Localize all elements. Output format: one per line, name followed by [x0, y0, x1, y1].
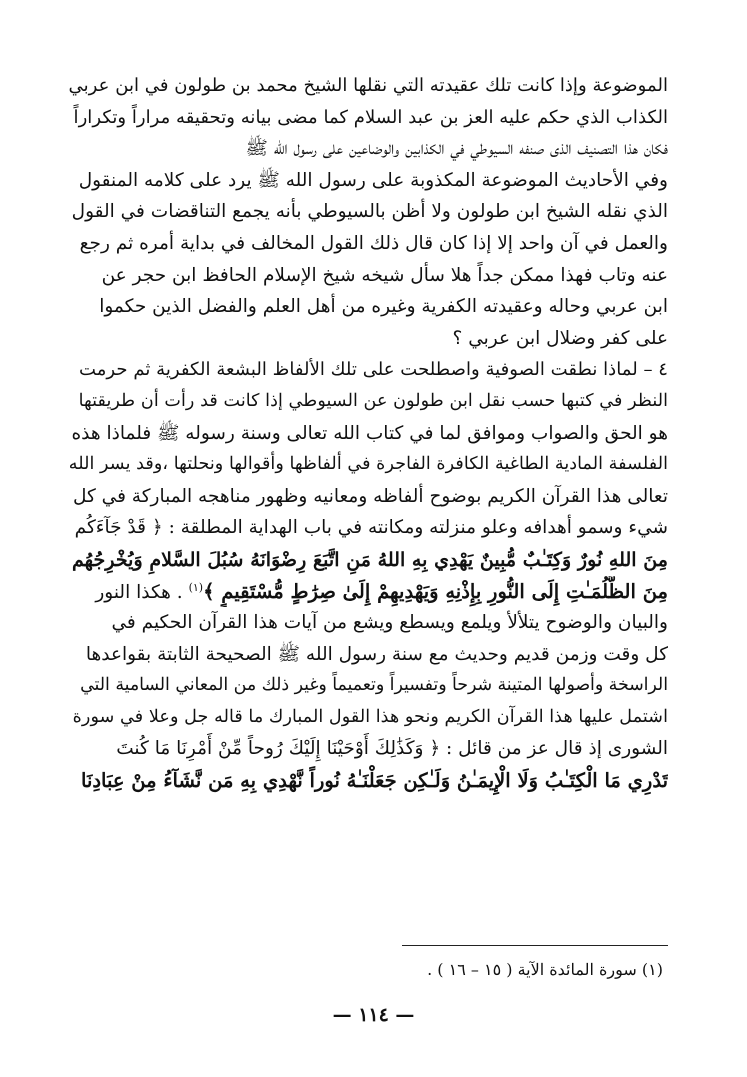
text-line: عنه وتاب فهذا ممكن جداً هلا سأل شيخه شيخ الإسلام الحافظ ابن حجر عن — [101, 264, 668, 286]
text-continuation: . هكذا النور — [95, 581, 189, 603]
text-line: الكذاب الذي حكم عليه العز بن عبد السلام كما مضى بيانه وتحقيقه مراراً وتكراراً — [73, 106, 668, 128]
text-line: هو الحق والصواب وموافق لما في كتاب الله تعالى وسنة رسوله ﷺ فلماذا هذه — [71, 422, 668, 444]
quran-verse-line: تَدْرِي مَا الْكِتَـٰبُ وَلَا الْإِيمَـٰنُ وَلَـٰكِن جَعَلْنَـٰهُ نُوراً نَّهْدِي بِهِ مَن نَّشَآءُ مِنْ عِبَادِنَا — [81, 769, 668, 793]
text-line: النظر في كتبها حسب نقل ابن طولون عن السيوطي إذا كانت قد رأت أن طريقتها — [78, 390, 668, 411]
quran-verse-text: مِنَ الظُّلُمَـٰتِ إِلَى النُّورِ بِإِذْنِهِ وَيَهْدِيهِمْ إِلَىٰ صِرَٰطٍ مُّسْتَقِيمٍ ﴾ — [203, 579, 668, 603]
text-line: الذي نقله الشيخ ابن طولون ولا أظن بالسيوطي بأنه يجمع التناقضات في القول — [71, 201, 668, 223]
text-line: الشورى إذ قال عز من قائل : ﴿ وَكَذَٰلِكَ أَوْحَيْنَا إِلَيْكَ رُوحاً مِّنْ أَمْرِنَا مَا كُنتَ — [116, 738, 668, 760]
quran-verse-line: مِنَ اللهِ نُورٌ وَكِتَـٰبٌ مُّبِينٌ يَهْدِي بِهِ اللهُ مَنِ اتَّبَعَ رِضْوَانَهُ سُبُلَ السَّلامِ وَيُخْرِجُهُم — [71, 547, 668, 571]
footnote-divider — [402, 945, 668, 946]
text-line: والعمل في آن واحد إلا إذا كان قال ذلك القول المخالف في بداية أمره ثم رجع — [79, 232, 668, 254]
text-line: كل وقت وزمن قديم وحديث مع سنة رسول الله ﷺ الصحيحة الثابتة بقواعدها — [85, 643, 668, 665]
page-number: — ١١٤ — — [332, 1004, 415, 1026]
text-line: فكان هذا التصنيف الذى صنفه السيوطي في الكذابين والوضاعين على رسول الله ﷺ — [245, 138, 668, 160]
text-line: اشتمل عليها هذا القرآن الكريم ونحو هذا القول المبارك ما قاله جل وعلا في سورة — [72, 706, 668, 727]
quran-verse-line-with-note — [68, 576, 668, 608]
text-line: الموضوعة وإذا كانت تلك عقيدته التي نقلها الشيخ محمد بن طولون في ابن عربي — [68, 75, 668, 96]
text-line: الفلسفة المادية الطاغية الكافرة الفاجرة في ألفاظها وأقوالها ونحلتها ،وقد يسر الله — [68, 454, 668, 475]
footnote: (١) سورة المائدة الآية ( ١٥ – ١٦ ) . — [427, 960, 663, 979]
text-line: شيء وسمو أهدافه وعلو منزلته ومكانته في باب الهداية المطلقة : ﴿ قَدْ جَآءَكُم — [74, 517, 668, 539]
footnote-marker: (١) — [188, 580, 204, 594]
text-line: ٤ – لماذا نطقت الصوفية واصطلحت على تلك الألفاظ البشعة الكفرية ثم حرمت — [78, 359, 668, 381]
text-line: وفي الأحاديث الموضوعة المكذوبة على رسول الله ﷺ يرد على كلامه المنقول — [78, 169, 668, 191]
main-text — [68, 70, 668, 797]
text-line: على كفر وضلال ابن عربي ؟ — [452, 327, 668, 349]
text-line: تعالى هذا القرآن الكريم بوضوح ألفاظه ومعانيه وظهور مناهجه المباركة في كل — [72, 485, 668, 507]
text-line: الراسخة وأصولها المتينة شرحاً وتفسيراً وتعميماً وغير ذلك من المعاني السامية التي — [80, 675, 668, 696]
text-line: والبيان والوضوح يتلألأ ويلمع ويسطع ويشع من آيات هذا القرآن الحكيم في — [111, 612, 668, 634]
text-line: ابن عربي وحاله وعقيدته الكفرية وغيره من أهل العلم والفضل الذين حكموا — [99, 296, 668, 318]
